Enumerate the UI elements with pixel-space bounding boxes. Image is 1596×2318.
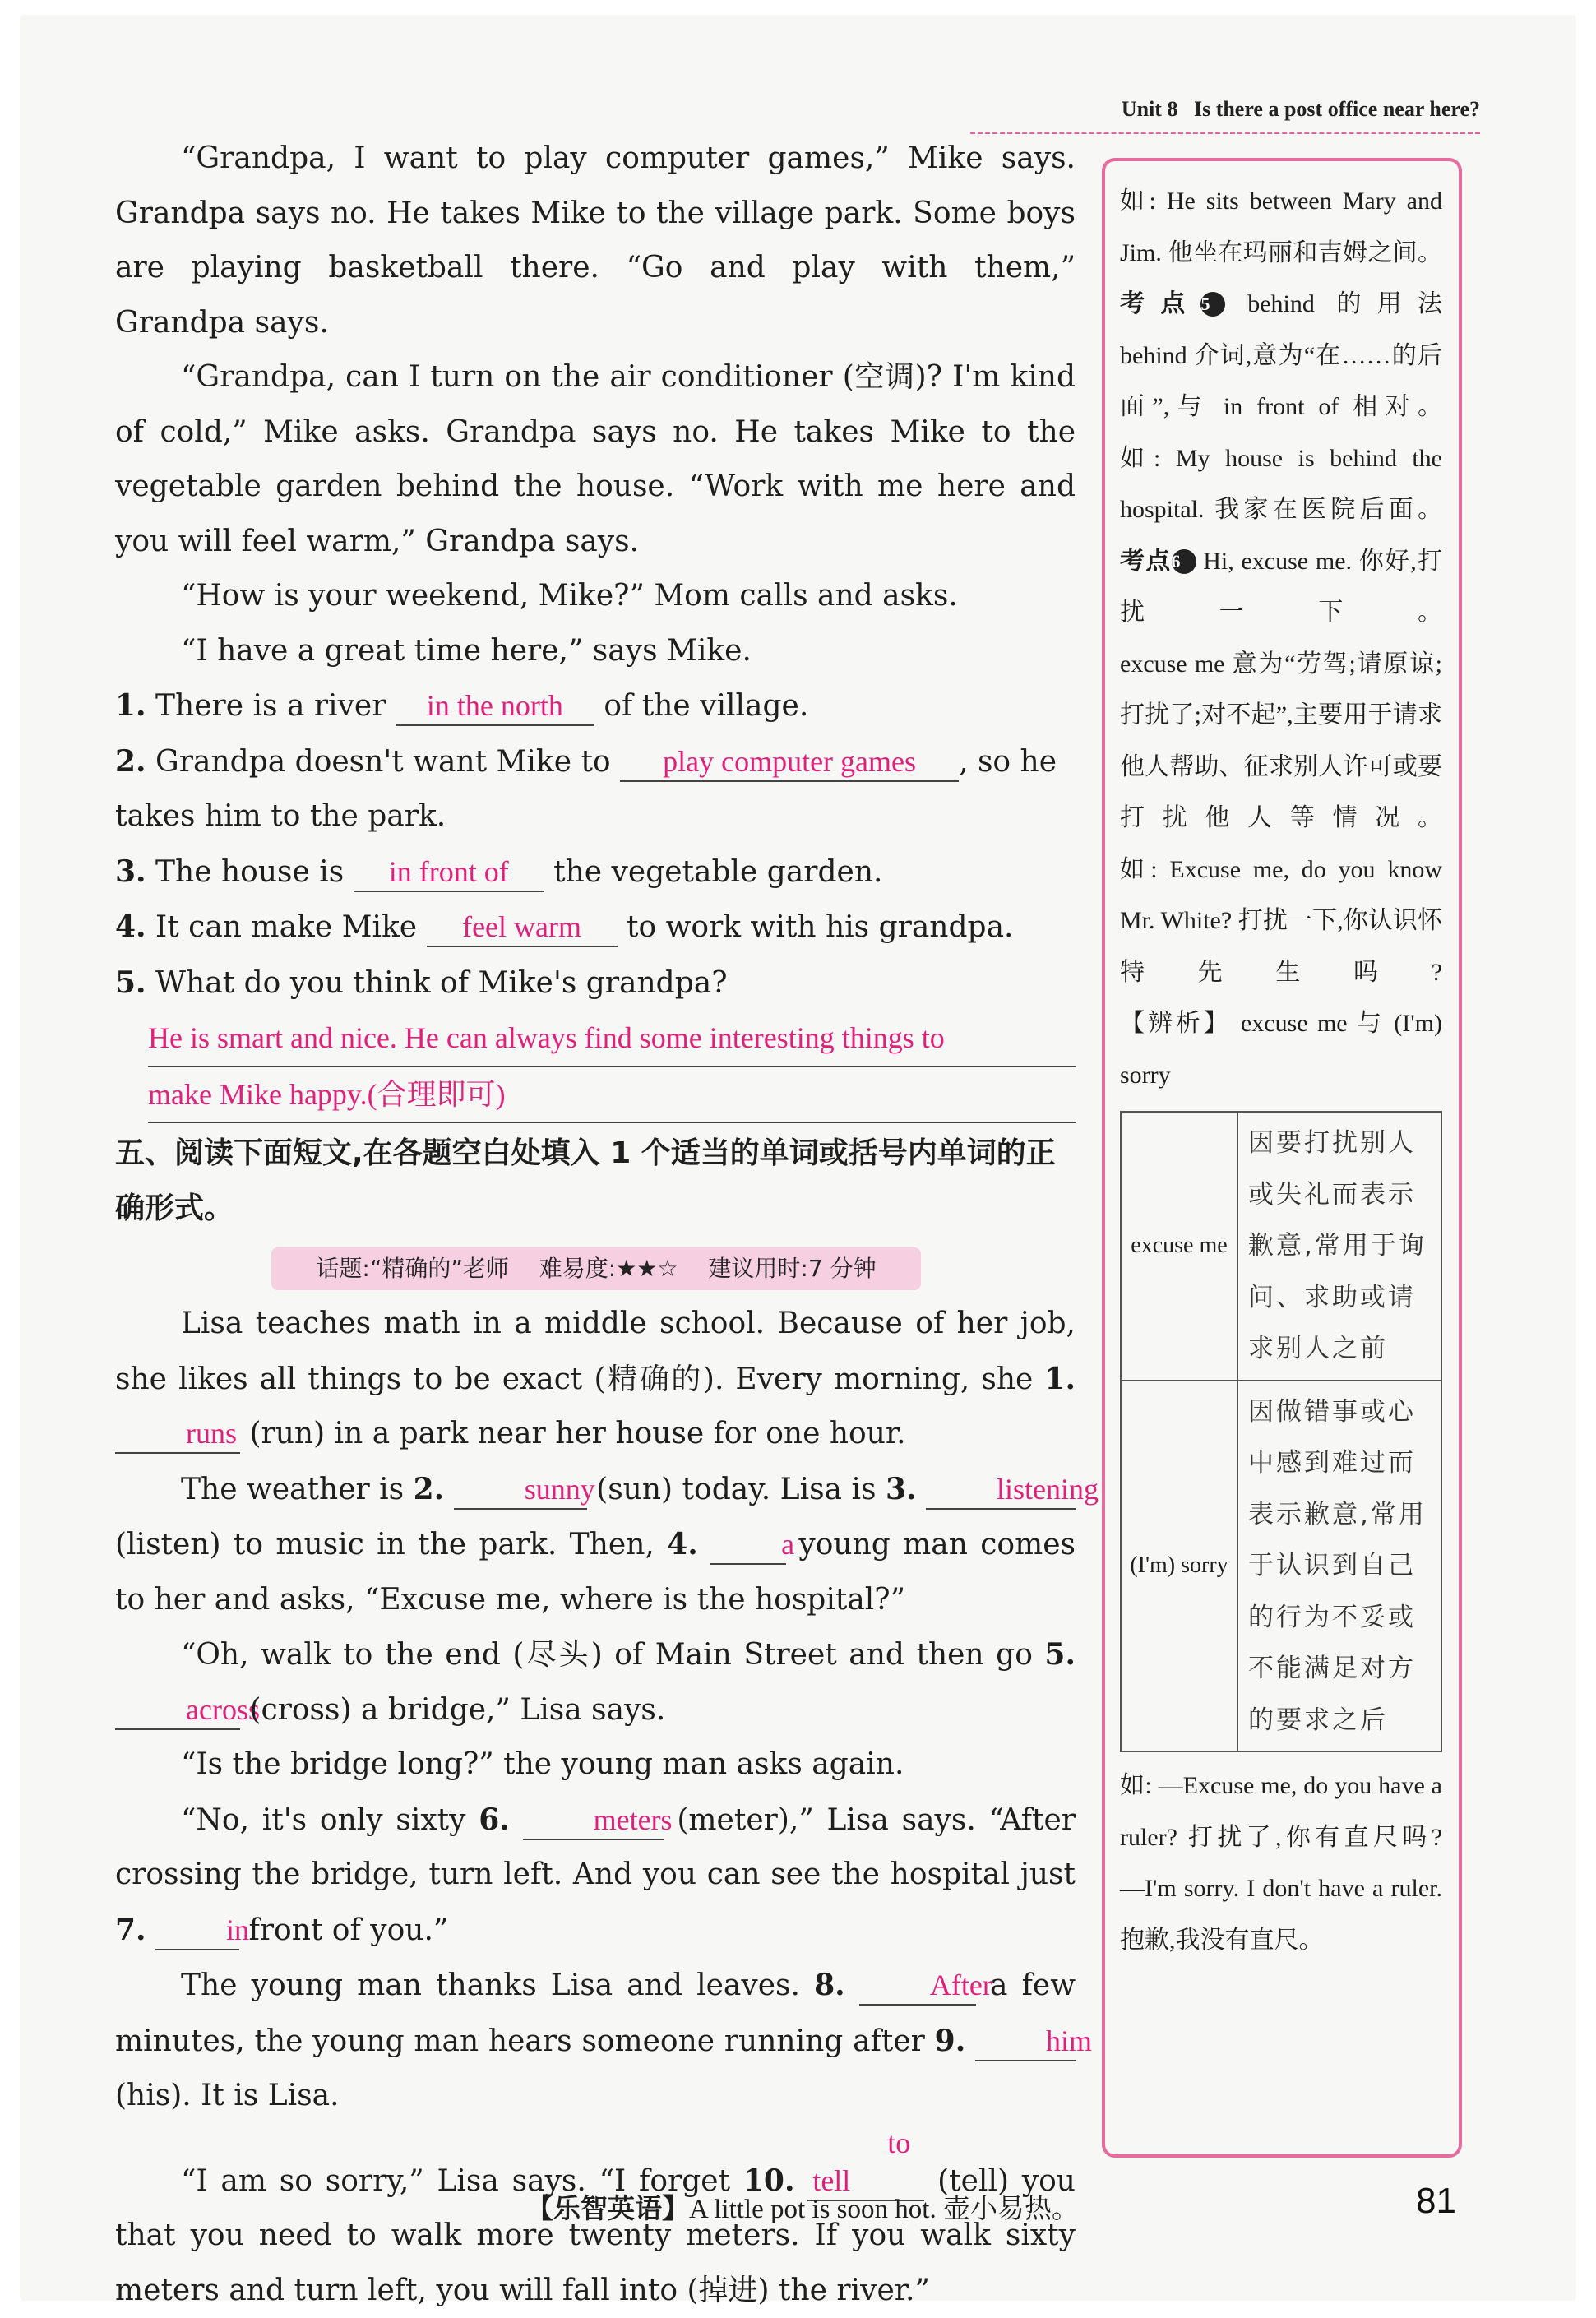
passage-paragraph: The weather is 2. sunny (sun) today. Lisa is 3. listening (listen) to music in the park. Then, 4. a young man comes to her and asks, “Excuse me, where is the hospital?”: [115, 1462, 1076, 1628]
question-5: 5. What do you think of Mike's grandpa?: [115, 955, 1076, 1011]
answer-line[interactable]: He is smart and nice. He can always find some interesting things to: [148, 1011, 1076, 1067]
sidebar-text: behind 介词,意为“在……的后面”,与 in front of 相对。: [1120, 331, 1442, 433]
number-badge: 5: [1200, 292, 1225, 317]
analysis-heading: 【辨析】 excuse me 与 (I'm) sorry: [1120, 998, 1442, 1101]
unit-label: Unit 8: [1122, 97, 1178, 121]
main-column: [115, 132, 1076, 2318]
question-2: 2. Grandpa doesn't want Mike to play computer games , so he takes him to the park.: [115, 734, 1076, 844]
notes-sidebar: [1102, 158, 1462, 2158]
question-1: 1. There is a river in the north of the village.: [115, 678, 1076, 734]
passage-paragraph: “Is the bridge long?” the young man asks again.: [115, 1737, 1076, 1793]
answer-blank[interactable]: him: [975, 2022, 1076, 2061]
comparison-table: [1120, 1111, 1442, 1752]
running-header: [1020, 97, 1480, 122]
sidebar-example: 如: He sits between Mary and Jim. 他坐在玛丽和吉姆之间。: [1120, 176, 1442, 279]
question-3: 3. The house is in front of the vegetable garden.: [115, 844, 1076, 900]
page-number: 81: [1416, 2181, 1456, 2222]
table-row: [1121, 1381, 1441, 1752]
key-point-5: 考点5 behind 的用法: [1120, 279, 1442, 331]
passage-paragraph: “I am so sorry,” Lisa says. “I forget 10. to tell (tell) you that you need to walk more twenty meters. If you walk sixty meters and turn left, you will fall into (掉进) the river.”: [115, 2124, 1076, 2318]
brand-label: 【乐智英语】: [526, 2192, 689, 2224]
answer-line[interactable]: make Mike happy.(合理即可): [148, 1067, 1076, 1124]
answer-blank[interactable]: in: [155, 1911, 239, 1950]
sidebar-example: 如: Excuse me, do you know Mr. White? 打扰一下,你认识怀特先生吗?: [1120, 844, 1442, 999]
answer-blank[interactable]: After: [859, 1966, 976, 2006]
sidebar-text: excuse me 意为“劳驾;请原谅;打扰了;对不起”,主要用于请求他人帮助、征求别人许可或要打扰他人等情况。: [1120, 639, 1442, 844]
answer-blank[interactable]: meters: [523, 1801, 664, 1840]
answer-blank[interactable]: listening: [926, 1470, 1076, 1510]
difficulty-label: 难易度:★★☆: [539, 1255, 678, 1282]
topic-label: 话题:“精确的”老师: [316, 1255, 508, 1282]
question-4: 4. It can make Mike feel warm to work with his grandpa.: [115, 900, 1076, 955]
answer-blank[interactable]: in front of: [354, 853, 544, 892]
passage-paragraph: Lisa teaches math in a middle school. Because of her job, she likes all things to be exact (精确的). Every morning, she 1. runs (run) in a park near her house for one hour.: [115, 1297, 1076, 1462]
answer-blank[interactable]: to tell: [807, 2124, 924, 2201]
passage-paragraph: “Oh, walk to the end (尽头) of Main Street and then go 5. across (cross) a bridge,” Lisa says.: [115, 1627, 1076, 1737]
sidebar-example: 如: My house is behind the hospital. 我家在医院后面。: [1120, 433, 1442, 536]
number-badge: 6: [1172, 549, 1196, 574]
answer-blank[interactable]: in the north: [396, 687, 594, 726]
story-paragraph: “Grandpa, I want to play computer games,” Mike says. Grandpa says no. He takes Mike to the village park. Some boys are playing basketball there. “Go and play with them,” Grandpa says.: [115, 132, 1076, 350]
section-title: 五、阅读下面短文,在各题空白处填入 1 个适当的单词或括号内单词的正确形式。: [115, 1127, 1076, 1236]
answer-blank[interactable]: sunny: [454, 1470, 587, 1510]
story-paragraph: “How is your weekend, Mike?” Mom calls and asks.: [115, 569, 1076, 624]
story-paragraph: “Grandpa, can I turn on the air conditioner (空调)? I'm kind of cold,” Mike asks. Grandpa says no. He takes Mike to the vegetable garden behind the house. “Work with me here and you will feel warm,” Grandpa says.: [115, 350, 1076, 569]
sidebar-example: 如: —Excuse me, do you have a ruler? 打扰了,你有直尺吗?: [1120, 1760, 1442, 1863]
answer-blank[interactable]: play computer games: [620, 743, 959, 782]
table-term: (I'm) sorry: [1121, 1381, 1237, 1752]
table-term: excuse me: [1121, 1112, 1237, 1381]
footer: [526, 2187, 1079, 2226]
unit-title: Is there a post office near here?: [1194, 97, 1480, 121]
key-point-6: 考点6 Hi, excuse me. 你好,打扰一下。: [1120, 536, 1442, 639]
table-desc: 因要打扰别人或失礼而表示歉意,常用于询问、求助或请求别人之前: [1237, 1112, 1441, 1381]
footer-motto: A little pot is soon hot. 壶小易热。: [689, 2195, 1079, 2224]
topic-bar: [271, 1247, 921, 1290]
sidebar-example: —I'm sorry. I don't have a ruler. 抱歉,我没有直尺。: [1120, 1863, 1442, 1966]
answer-blank[interactable]: feel warm: [427, 908, 618, 947]
answer-blank[interactable]: a: [710, 1525, 786, 1565]
time-label: 建议用时:7 分钟: [708, 1255, 876, 1282]
answer-blank[interactable]: across: [115, 1691, 240, 1730]
answer-blank[interactable]: runs: [115, 1414, 240, 1454]
table-row: [1121, 1112, 1441, 1381]
story-paragraph: “I have a great time here,” says Mike.: [115, 624, 1076, 679]
table-desc: 因做错事或心中感到难过而表示歉意,常用于认识到自己的行为不妥或不能满足对方的要求之后: [1237, 1381, 1441, 1752]
passage-paragraph: “No, it's only sixty 6. meters (meter),” Lisa says. “After crossing the bridge, turn left. And you can see the hospital just 7. in front of you.”: [115, 1793, 1076, 1959]
passage-paragraph: The young man thanks Lisa and leaves. 8. After a few minutes, the young man hears someone running after 9. him (his). It is Lisa.: [115, 1958, 1076, 2124]
